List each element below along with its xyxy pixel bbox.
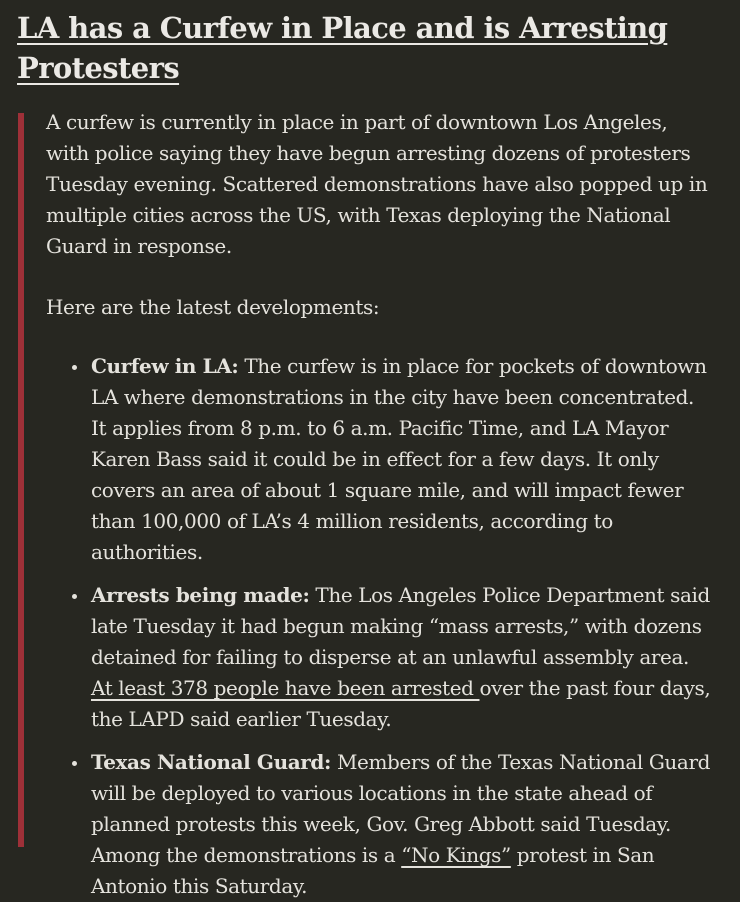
list-item-arrests bbox=[89, 580, 711, 735]
bullet-text: The curfew is in place for pockets of downtown LA where demonstrations in the city have been concentrated. It applies from 8 p.m. to 6 a.m. Pacific Time, and LA Mayor Karen Bass said it could be in effect for a few days. It only covers an area of about 1 square mile, and will impact fewer than 100,000 of LA’s 4 million residents, according to authorities. bbox=[91, 354, 707, 564]
arrests-count-link[interactable]: At least 378 people have been arrested bbox=[91, 676, 480, 700]
list-item-curfew bbox=[89, 351, 711, 568]
article-body bbox=[24, 105, 711, 902]
bullet-lead: Arrests being made: bbox=[91, 583, 310, 607]
bullet-text: Members of the Texas National Guard will be deployed to various locations in the state ahead of planned protests this week, Gov. Greg Abbott said Tuesday. Among the demonstrations is a bbox=[91, 750, 711, 867]
lead-in-paragraph: Here are the latest developments: bbox=[46, 295, 380, 319]
bullet-text: protest in San Antonio this Saturday. bbox=[91, 843, 655, 898]
bullet-text: The Los Angeles Police Department said late Tuesday it had begun making “mass arrests,” with dozens detained for failing to disperse at an unlawful assembly area. bbox=[91, 583, 710, 669]
article-page bbox=[0, 8, 740, 898]
bullet-lead: Texas National Guard: bbox=[91, 750, 331, 774]
bullet-text: over the past four days, the LAPD said earlier Tuesday. bbox=[91, 676, 711, 731]
article-title bbox=[17, 8, 677, 88]
list-item-texas-guard bbox=[89, 747, 711, 902]
accent-bar bbox=[18, 113, 24, 847]
no-kings-link[interactable]: “No Kings” bbox=[401, 843, 511, 867]
intro-paragraph: A curfew is currently in place in part of downtown Los Angeles, with police saying they have begun arresting dozens of protesters Tuesday evening. Scattered demonstrations have also popped up in multiple cities across the US, with Texas deploying the National Guard in response. bbox=[46, 110, 708, 258]
article-title-link[interactable]: LA has a Curfew in Place and is Arresting Protesters bbox=[17, 11, 668, 85]
developments-list bbox=[46, 351, 711, 902]
bullet-lead: Curfew in LA: bbox=[91, 354, 239, 378]
